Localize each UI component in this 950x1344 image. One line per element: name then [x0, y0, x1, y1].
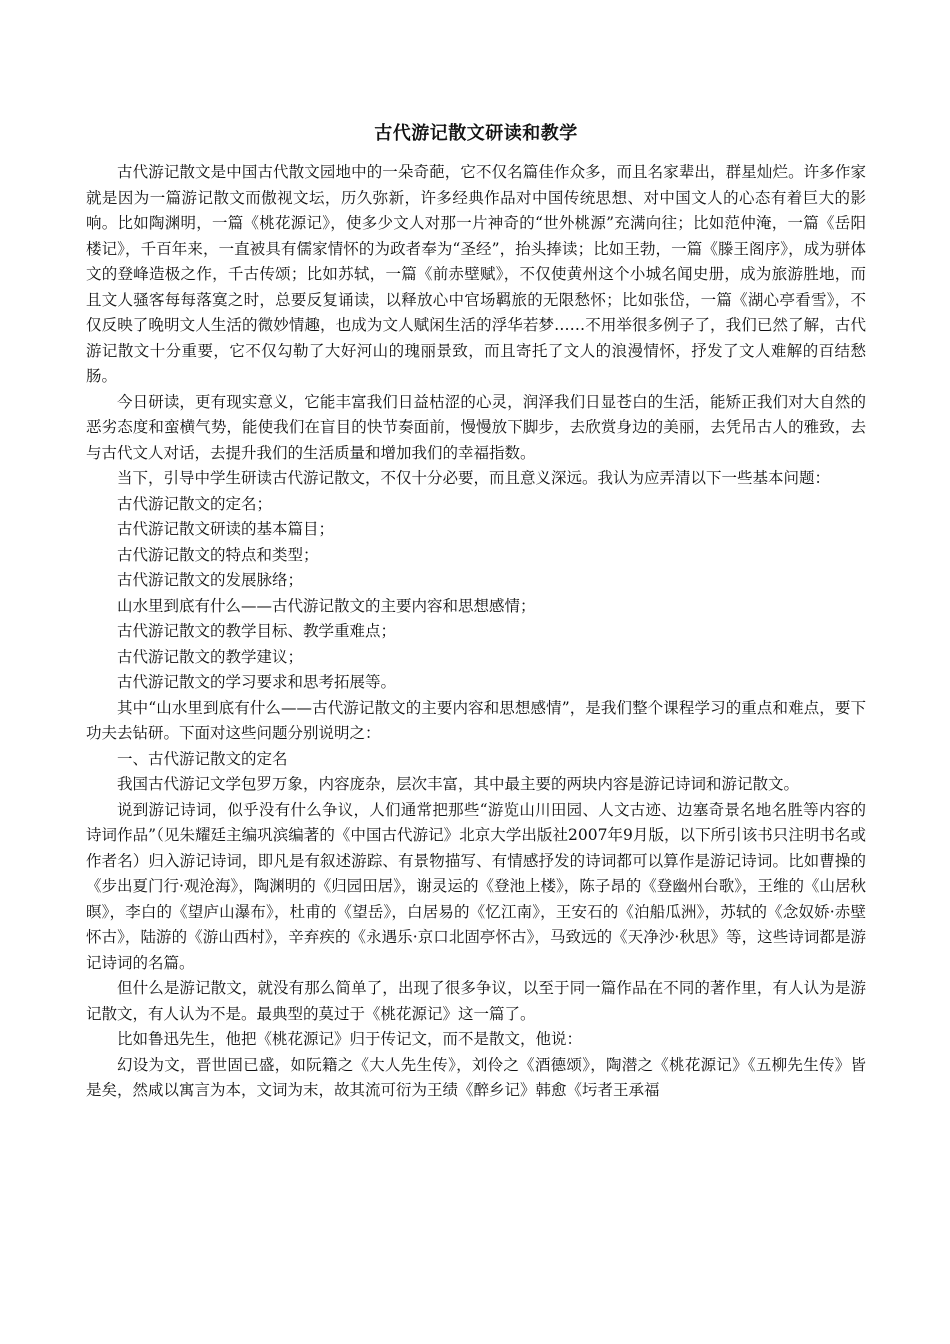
topic-item: 古代游记散文的教学建议； [117, 647, 304, 666]
topic-item: 古代游记散文的发展脉络； [117, 571, 304, 589]
section-heading: 一、古代游记散文的定名 [117, 749, 288, 768]
topic-item: 山水里到底有什么——古代游记散文的主要内容和思想感情； [117, 596, 536, 615]
section-paragraph: 说到游记诗词，似乎没有什么争议，人们通常把那些“游览山川田园、人文古迹、边塞奇景名地名胜等内容的诗词作品”（见朱耀廷主编巩滨编著的《中国古代游记》北京大学出版社2007年9月版，以下所引该书只注明书名或作者名）归入游记诗词，即凡是有叙述游踪、有景物描写、有情感抒发的诗词都可以算作是游记诗词。比如曹操的《步出夏门行·观沧海》，陶渊明的《归园田居》，谢灵运的《登池上楼》，陈子昂的《登幽州台歌》，王维的《山居秋暝》，李白的《望庐山瀑布》，杜甫的《望岳》，白居易的《忆江南》，王安石的《泊船瓜洲》，苏轼的《念奴娇·赤壁怀古》，陆游的《游山西村》，辛弃疾的《永遇乐·京口北固亭怀古》，马致远的《天净沙·秋思》等，这些诗词都是游记诗词的名篇。 [86, 800, 866, 972]
topic-item: 古代游记散文的学习要求和思考拓展等。 [117, 673, 397, 691]
document-page [86, 118, 866, 1328]
section-paragraph: 但什么是游记散文，就没有那么简单了，出现了很多争议，以至于同一篇作品在不同的著作里，有人认为是游记散文，有人认为不是。最典型的莫过于《桃花源记》这一篇了。 [86, 979, 866, 1023]
document-title: 古代游记散文研读和教学 [374, 123, 578, 144]
topic-item: 古代游记散文的特点和类型； [117, 545, 319, 564]
topic-item: 古代游记散文的定名； [117, 494, 273, 513]
quotation-paragraph: 幻设为文，晋世固已盛，如阮籍之《大人先生传》，刘伶之《酒德颂》，陶潜之《桃花源记》《五柳先生传》皆是矣，然咸以寓言为本，文词为末，故其流可衍为王绩《醉乡记》韩愈《圬者王承福 [86, 1055, 866, 1099]
topic-item: 古代游记散文的教学目标、教学重难点； [117, 622, 397, 640]
significance-paragraph: 今日研读，更有现实意义，它能丰富我们日益枯涩的心灵，润泽我们日显苍白的生活，能矫正我们对大自然的恶劣态度和蛮横气势，能使我们在盲目的快节奏面前，慢慢放下脚步，去欣赏身边的美丽，去凭吊古人的雅致，去与古代文人对话，去提升我们的生活质量和增加我们的幸福指数。 [86, 392, 866, 462]
section-paragraph: 我国古代游记文学包罗万象，内容庞杂，层次丰富，其中最主要的两块内容是游记诗词和游记散文。 [117, 775, 800, 793]
topic-list [86, 492, 866, 696]
focus-paragraph: 其中“山水里到底有什么——古代游记散文的主要内容和思想感情”，是我们整个课程学习的重点和难点，要下功夫去钻研。下面对这些问题分别说明之： [86, 698, 866, 742]
topic-item: 古代游记散文研读的基本篇目； [117, 520, 335, 538]
issues-intro-paragraph: 当下，引导中学生研读古代游记散文，不仅十分必要，而且意义深远。我认为应弄清以下一些基本问题： [117, 469, 831, 487]
section-paragraph: 比如鲁迅先生，他把《桃花源记》归于传记文，而不是散文，他说： [117, 1030, 583, 1048]
intro-paragraph: 古代游记散文是中国古代散文园地中的一朵奇葩，它不仅名篇佳作众多，而且名家辈出，群星灿烂。许多作家就是因为一篇游记散文而傲视文坛，历久弥新，许多经典作品对中国传统思想、对中国文人的心态有着巨大的影响。比如陶渊明，一篇《桃花源记》，使多少文人对那一片神奇的“世外桃源”充满向往；比如范仲淹，一篇《岳阳楼记》，千百年来，一直被具有儒家情怀的为政者奉为“圣经”，抬头捧读；比如王勃，一篇《滕王阁序》，成为骈体文的登峰造极之作，千古传颂；比如苏轼，一篇《前赤壁赋》，不仅使黄州这个小城名闻史册，成为旅游胜地，而且文人骚客每每落寞之时，总要反复诵读，以释放心中官场羁旅的无限愁怀；比如张岱，一篇《湖心亭看雪》，不仅反映了晚明文人生活的微妙情趣，也成为文人赋闲生活的浮华若梦……不用举很多例子了，我们已然了解，古代游记散文十分重要，它不仅勾勒了大好河山的瑰丽景致，而且寄托了文人的浪漫情怀，抒发了文人难解的百结愁肠。 [86, 163, 866, 385]
